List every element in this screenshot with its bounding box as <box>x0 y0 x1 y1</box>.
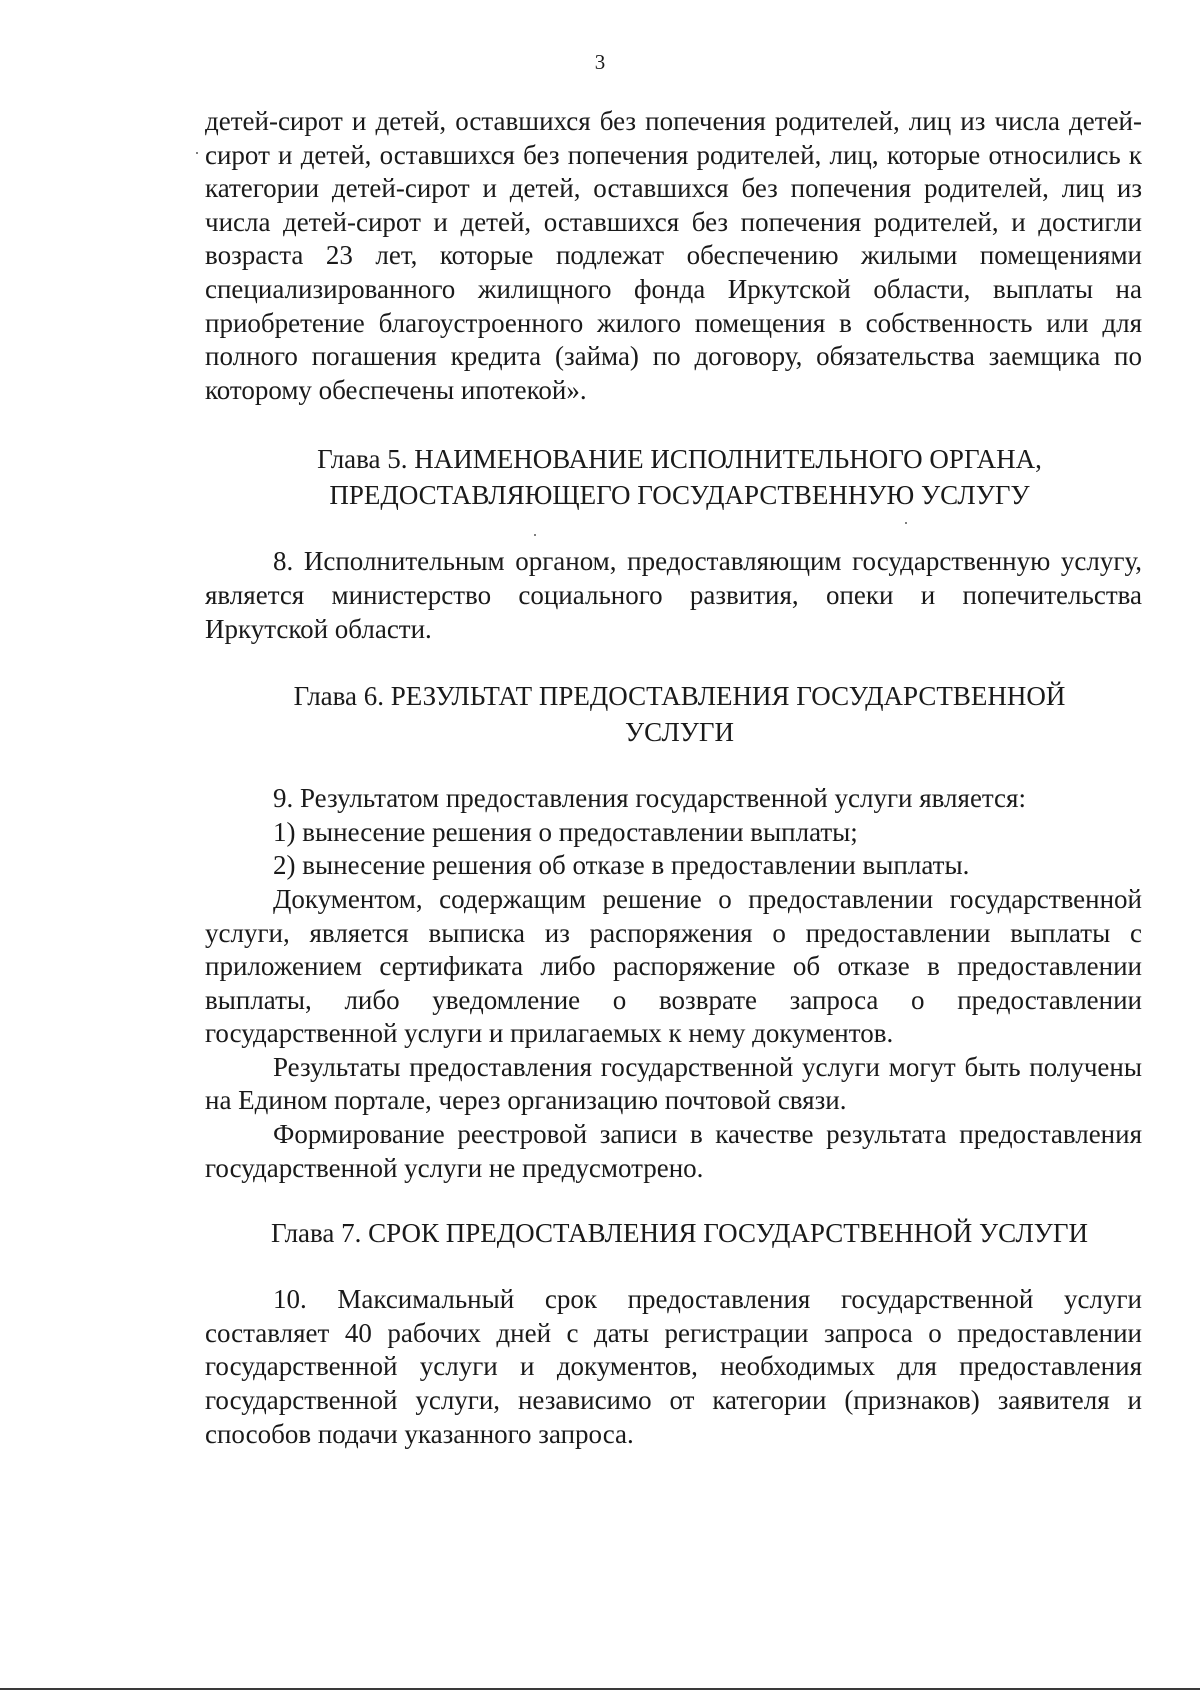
chapter5-heading-line1: Глава 5. НАИМЕНОВАНИЕ ИСПОЛНИТЕЛЬНОГО ОРГАНА, <box>317 444 1042 475</box>
list-item-2: 2) вынесение решения об отказе в предоставлении выплаты. <box>273 850 970 881</box>
bottom-rule <box>0 1688 1200 1690</box>
scan-speck <box>196 152 198 154</box>
paragraph-8: 8. Исполнительным органом, предоставляющим государственную услугу, является министерство социального развития, опеки и попечительства Иркутской области. <box>205 546 1142 644</box>
paragraph-9: 9. Результатом предоставления государственной услуги является: <box>273 783 1026 814</box>
chapter7-heading-line: Глава 7. СРОК ПРЕДОСТАВЛЕНИЯ ГОСУДАРСТВЕННОЙ УСЛУГИ <box>270 1218 1089 1249</box>
chapter6-heading-line1: Глава 6. РЕЗУЛЬТАТ ПРЕДОСТАВЛЕНИЯ ГОСУДАРСТВЕННОЙ <box>293 681 1066 712</box>
scan-speck <box>534 534 536 536</box>
page-number: 3 <box>594 50 606 74</box>
chapter6-heading <box>205 678 1142 750</box>
intro-paragraph: детей-сирот и детей, оставшихся без попечения родителей, лиц из числа детей-сирот и детей, оставшихся без попечения родителей, лиц, которые относились к категории детей-сирот и детей, оставшихся без попечения родителей, лиц из числа детей-сирот и детей, оставшихся без попечения родителей, и достигли возраста 23 лет, которые подлежат обеспечению жилыми помещениями специализированного жилищного фонда Иркутской области, выплаты на приобретение благоустроенного жилого помещения в собственность или для полного погашения кредита (займа) по договору, обязательства заемщика по которому обеспечены ипотекой». <box>205 106 1142 405</box>
paragraph-document: Документом, содержащим решение о предоставлении государственной услуги, является выписка из распоряжения о предоставлении выплаты с приложением сертификата либо распоряжение об отказе в предоставлении выплаты, либо уведомление о возврате запроса о предоставлении государственной услуги и прилагаемых к нему документов. <box>205 883 1142 1049</box>
chapter5-heading-line2: ПРЕДОСТАВЛЯЮЩЕГО ГОСУДАРСТВЕННУЮ УСЛУГУ <box>329 480 1030 511</box>
document-body <box>205 105 1142 1451</box>
chapter7-heading <box>205 1215 1142 1251</box>
chapter6-heading-line2: УСЛУГИ <box>625 717 734 748</box>
paragraph-registry: Формирование реестровой записи в качестве результата предоставления государственной услуги не предусмотрено. <box>205 1119 1142 1183</box>
paragraph-results: Результаты предоставления государственной услуги могут быть получены на Едином портале, через организацию почтовой связи. <box>205 1051 1142 1116</box>
scan-speck <box>905 522 907 524</box>
list-item-1: 1) вынесение решения о предоставлении выплаты; <box>273 816 858 847</box>
paragraph-10: 10. Максимальный срок предоставления государственной услуги составляет 40 рабочих дней с даты регистрации запроса о предоставлении государственной услуги и документов, необходимых для предоставления государственной услуги, независимо от категории (признаков) заявителя и способов подачи указанного запроса. <box>205 1284 1142 1449</box>
chapter5-heading <box>205 441 1142 513</box>
